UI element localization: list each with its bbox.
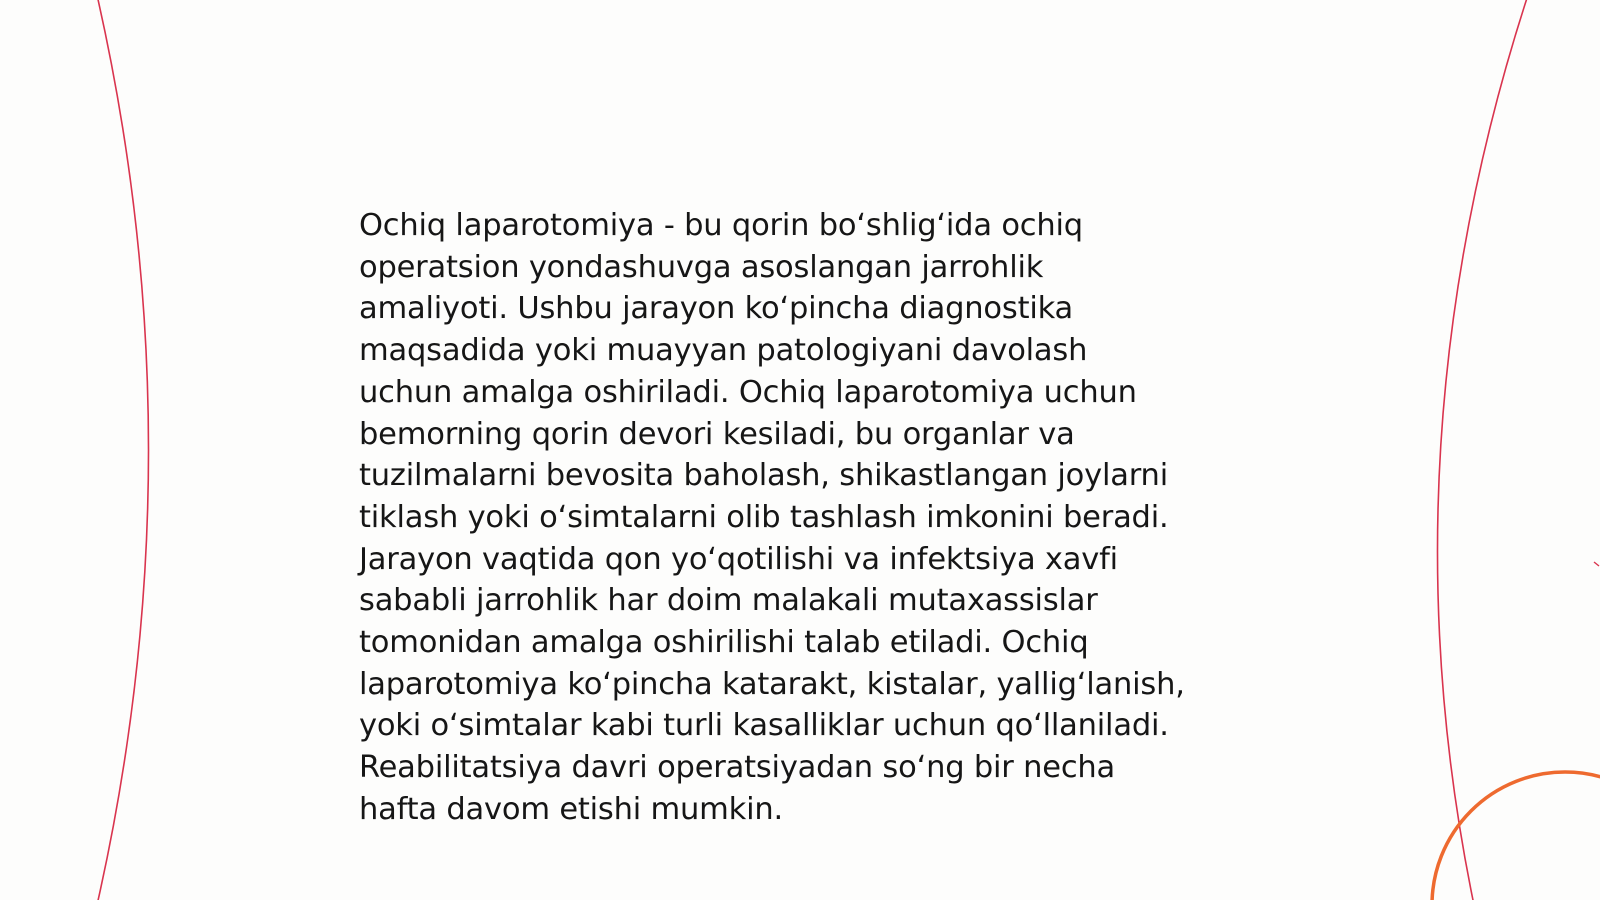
paragraph-line: uchun amalga oshiriladi. Ochiq laparotomiya uchun [359, 374, 1137, 410]
small-tick-mark [1594, 562, 1599, 566]
orange-circle-outline [1432, 772, 1600, 900]
paragraph-line: laparotomiya ko‘pincha katarakt, kistalar, yallig‘lanish, [359, 666, 1185, 702]
paragraph-line: tomonidan amalga oshirilishi talab etiladi. Ochiq [359, 625, 1089, 661]
paragraph-line: amaliyoti. Ushbu jarayon ko‘pincha diagnostika [359, 291, 1074, 327]
paragraph-line: sababli jarrohlik har doim malakali mutaxassislar [359, 583, 1098, 619]
paragraph-line: maqsadida yoki muayyan patologiyani davolash [359, 333, 1088, 369]
paragraph-line: hafta davom etishi mumkin. [359, 791, 784, 827]
paragraph-line: Jarayon vaqtida qon yo‘qotilishi va infektsiya xavfi [359, 541, 1118, 577]
paragraph-line: Reabilitatsiya davri operatsiyadan so‘ng bir necha [359, 750, 1116, 786]
right-curved-line [1437, 0, 1528, 900]
paragraph-line: operatsion yondashuvga asoslangan jarrohlik [359, 249, 1044, 285]
paragraph-line: yoki o‘simtalar kabi turli kasalliklar uchun qo‘llaniladi. [359, 708, 1169, 744]
left-curved-line [97, 0, 149, 900]
body-paragraph [359, 205, 1239, 831]
paragraph-line: Ochiq laparotomiya - bu qorin bo‘shlig‘ida ochiq [359, 208, 1083, 243]
paragraph-line: tiklash yoki o‘simtalarni olib tashlash imkonini beradi. [359, 499, 1169, 535]
paragraph-line: tuzilmalarni bevosita baholash, shikastlangan joylarni [359, 458, 1168, 494]
paragraph-line: bemorning qorin devori kesiladi, bu organlar va [359, 416, 1075, 452]
